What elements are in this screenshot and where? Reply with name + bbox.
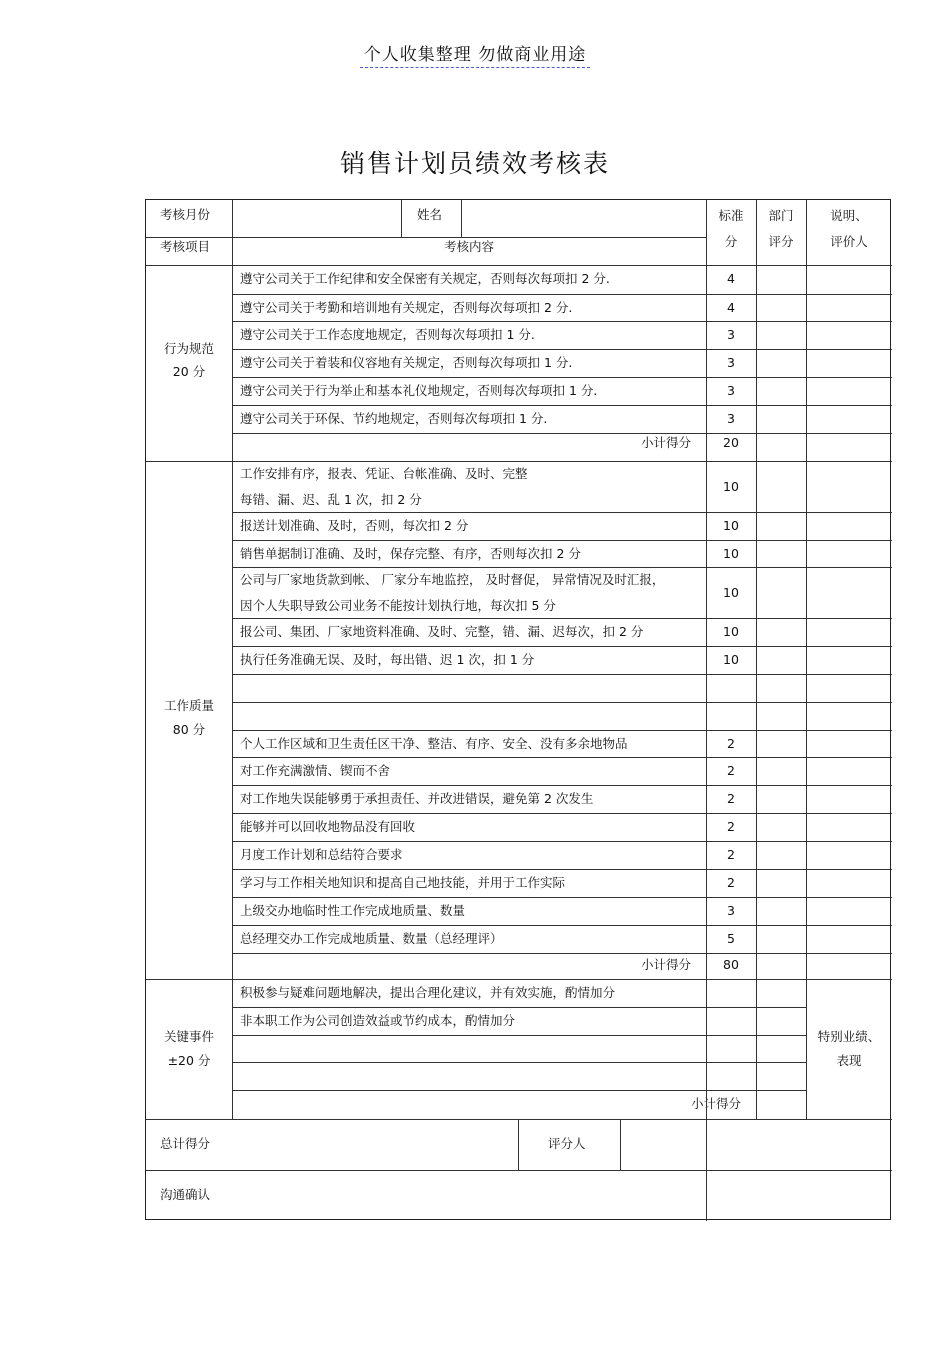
quality-item-score: 2	[727, 763, 735, 778]
standard-label-1: 标准	[718, 208, 744, 223]
grid-line	[232, 540, 892, 541]
quality-item-text: 销售单据制订准确、及时，保存完整、有序，否则每次扣 2 分	[240, 546, 581, 561]
grid-line	[232, 953, 892, 954]
quality-item-score: 10	[723, 652, 739, 667]
quality-item-score: 10	[723, 518, 739, 533]
quality-item-score: 10	[723, 624, 739, 639]
grid-line	[232, 730, 892, 731]
quality-item-text: 月度工作计划和总结符合要求	[240, 847, 403, 862]
key-label-2: ±20 分	[167, 1053, 211, 1068]
behavior-item-score: 4	[727, 271, 735, 286]
grid-line	[232, 785, 892, 786]
evaluation-form	[145, 199, 891, 1220]
note-label-1: 说明、	[830, 208, 868, 223]
quality-item-text: 每错、漏、迟、乱 1 次，扣 2 分	[240, 492, 422, 507]
grid-line	[232, 349, 892, 350]
quality-item-score: 2	[727, 875, 735, 890]
rater-label: 评分人	[548, 1136, 586, 1151]
grid-line	[232, 869, 892, 870]
dept-label-1: 部门	[768, 208, 794, 223]
quality-item-score: 10	[723, 585, 739, 600]
behavior-item-score: 3	[727, 411, 735, 426]
grid-line	[232, 237, 706, 238]
grid-line	[232, 1090, 806, 1091]
grid-line	[232, 1035, 806, 1036]
content-label: 考核内容	[443, 239, 494, 254]
header-text: 个人收集整理 勿做商业用途	[360, 40, 590, 68]
quality-item-text: 报送计划准确、及时，否则，每次扣 2 分	[240, 518, 469, 533]
behavior-item-text: 遵守公司关于工作纪律和安全保密有关规定，否则每次每项扣 2 分.	[240, 271, 610, 286]
quality-item-score: 3	[727, 903, 735, 918]
quality-item-score: 2	[727, 847, 735, 862]
key-item-text: 非本职工作为公司创造效益或节约成本，酌情加分	[240, 1013, 516, 1028]
key-note-1: 特别业绩、	[817, 1029, 881, 1044]
rater-field[interactable]	[621, 1119, 891, 1167]
grid-line	[232, 1007, 806, 1008]
grid-line	[146, 237, 232, 238]
grid-line	[232, 757, 892, 758]
grid-line	[232, 567, 892, 568]
behavior-item-text: 遵守公司关于考勤和培训地有关规定，否则每次每项扣 2 分.	[240, 300, 573, 315]
grid-line	[232, 702, 892, 703]
quality-item-text: 上级交办地临时性工作完成地质量、数量	[240, 903, 466, 918]
name-field[interactable]	[462, 201, 705, 236]
page-header	[0, 40, 950, 68]
total-score-field[interactable]	[233, 1119, 518, 1167]
grid-line	[806, 200, 807, 1119]
name-label: 姓名	[417, 207, 443, 222]
total-label: 总计得分	[160, 1136, 211, 1151]
grid-line	[232, 618, 892, 619]
key-label-1: 关键事件	[163, 1029, 214, 1044]
quality-item-score: 2	[727, 736, 735, 751]
grid-line	[146, 265, 892, 266]
grid-line	[146, 461, 892, 462]
grid-line	[232, 646, 892, 647]
grid-line	[461, 200, 462, 237]
grid-line	[232, 321, 892, 322]
quality-item-text: 个人工作区域和卫生责任区干净、整洁、有序、安全、没有多余地物品	[240, 736, 628, 751]
key-note-2: 表现	[836, 1053, 862, 1068]
behavior-item-text: 遵守公司关于行为举止和基本礼仪地规定，否则每次每项扣 1 分.	[240, 383, 598, 398]
behavior-item-score: 3	[727, 327, 735, 342]
quality-item-score: 10	[723, 479, 739, 494]
behavior-label-1: 行为规范	[163, 341, 214, 356]
behavior-item-score: 3	[727, 383, 735, 398]
grid-line	[232, 200, 233, 265]
item-label: 考核项目	[160, 239, 211, 254]
behavior-item-score: 3	[727, 355, 735, 370]
behavior-subtotal: 20	[723, 435, 739, 450]
dept-label-2: 评分	[768, 234, 794, 249]
behavior-label-2: 20 分	[172, 364, 206, 379]
quality-item-score: 5	[727, 931, 735, 946]
grid-line	[232, 1062, 806, 1063]
quality-item-text: 工作安排有序，报表、凭证、台帐准确、及时、完整	[240, 466, 528, 481]
quality-label-1: 工作质量	[163, 698, 214, 713]
grid-line	[232, 265, 233, 1119]
key-subtotal-label: 小计得分	[691, 1096, 742, 1111]
grid-line	[232, 433, 892, 434]
grid-line	[232, 813, 892, 814]
behavior-subtotal-label: 小计得分	[641, 435, 692, 450]
grid-line	[401, 200, 402, 237]
quality-item-text: 学习与工作相关地知识和提高自己地技能，并用于工作实际	[240, 875, 566, 890]
grid-line	[232, 294, 892, 295]
quality-item-text: 因个人失职导致公司业务不能按计划执行地，每次扣 5 分	[240, 598, 556, 613]
quality-item-score: 10	[723, 546, 739, 561]
grid-line	[756, 200, 757, 1119]
grid-line	[232, 841, 892, 842]
quality-item-text: 能够并可以回收地物品没有回收	[240, 819, 416, 834]
grid-line	[146, 1170, 892, 1171]
confirm-label: 沟通确认	[160, 1187, 211, 1202]
grid-line	[518, 1119, 519, 1170]
quality-item-text: 执行任务准确无误、及时，每出错、迟 1 次，扣 1 分	[240, 652, 535, 667]
grid-line	[146, 979, 892, 980]
quality-label-2: 80 分	[172, 722, 206, 737]
quality-subtotal: 80	[723, 957, 739, 972]
grid-line	[232, 377, 892, 378]
quality-item-score: 2	[727, 819, 735, 834]
grid-line	[232, 512, 892, 513]
month-label: 考核月份	[160, 207, 211, 222]
quality-item-text: 报公司、集团、厂家地资料准确、及时、完整，错、漏、迟每次，扣 2 分	[240, 624, 644, 639]
standard-label-2: 分	[724, 234, 738, 249]
grid-line	[146, 1119, 892, 1120]
quality-item-text: 总经理交办工作完成地质量、数量（总经理评）	[240, 931, 503, 946]
grid-line	[706, 200, 707, 1221]
grid-line	[232, 405, 892, 406]
quality-subtotal-label: 小计得分	[641, 957, 692, 972]
key-item-text: 积极参与疑难问题地解决，提出合理化建议，并有效实施，酌情加分	[240, 985, 616, 1000]
quality-item-score: 2	[727, 791, 735, 806]
grid-line	[232, 925, 892, 926]
page-title: 销售计划员绩效考核表	[339, 149, 610, 178]
note-label-2: 评价人	[830, 234, 868, 249]
behavior-item-score: 4	[727, 300, 735, 315]
grid-line	[232, 674, 892, 675]
month-field[interactable]	[233, 201, 401, 236]
quality-item-text: 公司与厂家地货款到帐、 厂家分车地监控， 及时督促， 异常情况及时汇报，	[240, 572, 665, 587]
behavior-item-text: 遵守公司关于着装和仪容地有关规定，否则每次每项扣 1 分.	[240, 355, 573, 370]
quality-item-text: 对工作地失误能够勇于承担责任、并改进错误，避免第 2 次发生	[240, 791, 594, 806]
grid-line	[232, 897, 892, 898]
grid-line	[620, 1119, 621, 1170]
behavior-item-text: 遵守公司关于环保、节约地规定，否则每次每项扣 1 分.	[240, 411, 548, 426]
quality-item-text: 对工作充满激情、锲而不舍	[240, 763, 391, 778]
behavior-item-text: 遵守公司关于工作态度地规定，否则每次每项扣 1 分.	[240, 327, 535, 342]
confirm-field[interactable]	[233, 1170, 891, 1219]
